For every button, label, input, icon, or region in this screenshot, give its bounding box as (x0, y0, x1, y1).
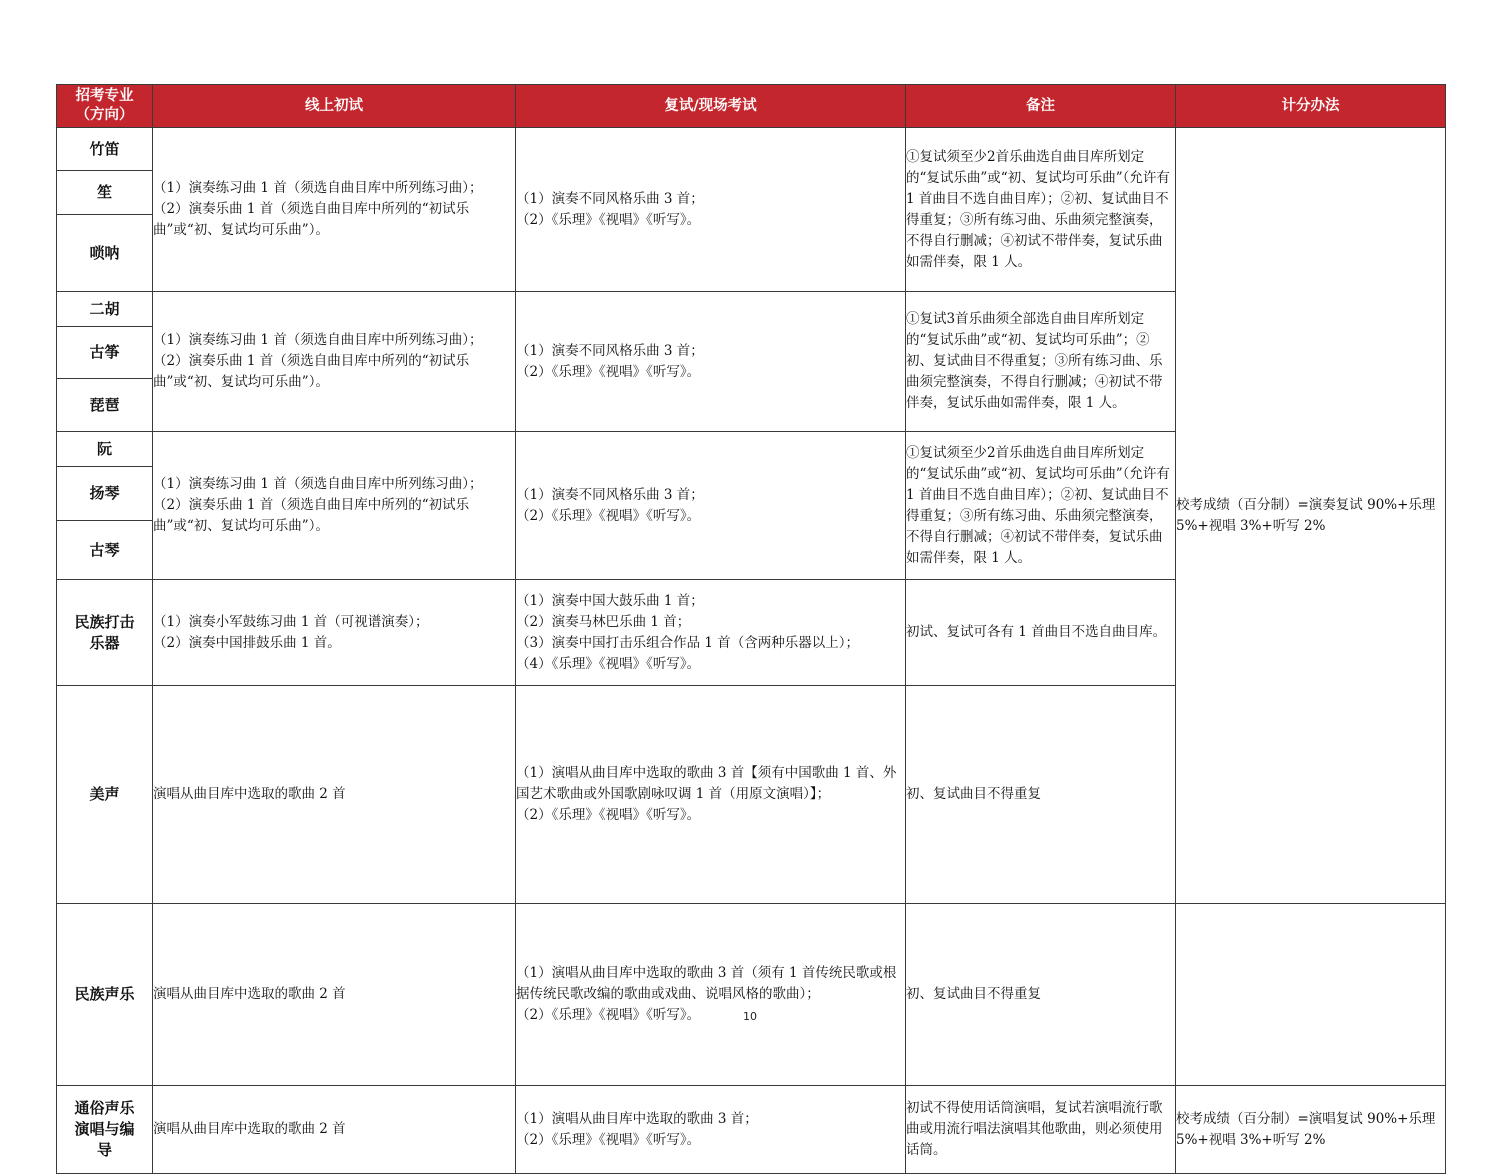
pop-scoring-cell: 校考成绩（百分制）=演唱复试 90%+乐理 5%+视唱 3%+听写 2% (1176, 1086, 1446, 1174)
major-sheng: 笙 (57, 171, 153, 215)
notes-cell: ①复试须至少2首乐曲选自曲目库所划定的“复试乐曲”或“初、复试均可乐曲”（允许有 1 首曲目不选自曲目库）；②初、复试曲目不得重复；③所有练习曲、乐曲须完整演奏，不得自行删减；④初试不带伴奏，复试乐曲如需伴奏，限 1 人。 (906, 128, 1176, 292)
retest-cell: （1）演唱从曲目库中选取的歌曲 3 首； （2）《乐理》《视唱》《听写》。 (516, 1086, 906, 1174)
notes-cell: 初试、复试可各有 1 首曲目不选自曲目库。 (906, 580, 1176, 686)
online-cell: （1）演奏练习曲 1 首（须选自曲目库中所列练习曲）； （2）演奏乐曲 1 首（须选自曲目库中所列的“初试乐曲”或“初、复试均可乐曲”）。 (153, 292, 516, 432)
major-erhu: 二胡 (57, 292, 153, 327)
retest-cell: （1）演唱从曲目库中选取的歌曲 3 首（须有 1 首传统民歌或根据传统民歌改编的歌曲或戏曲、说唱风格的歌曲）； （2）《乐理》《视唱》《听写》。 (516, 904, 906, 1086)
retest-cell: （1）演奏中国大鼓乐曲 1 首； （2）演奏马林巴乐曲 1 首； （3）演奏中国打击乐组合作品 1 首（含两种乐器以上）； （4）《乐理》《视唱》《听写》。 (516, 580, 906, 686)
major-pop-vocal: 通俗声乐 演唱与编 导 (57, 1086, 153, 1174)
online-cell: （1）演奏练习曲 1 首（须选自曲目库中所列练习曲）； （2）演奏乐曲 1 首（须选自曲目库中所列的“初试乐曲”或“初、复试均可乐曲”）。 (153, 432, 516, 580)
instrumental-scoring-cell: 校考成绩（百分制）=演奏复试 90%+乐理 5%+视唱 3%+听写 2% (1176, 128, 1446, 904)
retest-cell: （1）演奏不同风格乐曲 3 首； （2）《乐理》《视唱》《听写》。 (516, 128, 906, 292)
online-cell: 演唱从曲目库中选取的歌曲 2 首 (153, 904, 516, 1086)
major-pipa: 琵琶 (57, 379, 153, 432)
major-folk-vocal: 民族声乐 (57, 904, 153, 1086)
header-notes: 备注 (906, 85, 1176, 128)
notes-cell: ①复试3首乐曲须全部选自曲目库所划定的“复试乐曲”或“初、复试均可乐曲”；②初、复试曲目不得重复；③所有练习曲、乐曲须完整演奏，不得自行删减；④初试不带伴奏，复试乐曲如需伴奏，限 1 人。 (906, 292, 1176, 432)
major-guzheng: 古筝 (57, 327, 153, 379)
header-retest: 复试/现场考试 (516, 85, 906, 128)
table-row (57, 128, 1446, 171)
notes-cell: ①复试须至少2首乐曲选自曲目库所划定的“复试乐曲”或“初、复试均可乐曲”（允许有 1 首曲目不选自曲目库）；②初、复试曲目不得重复；③所有练习曲、乐曲须完整演奏，不得自行删减；④初试不带伴奏，复试乐曲如需伴奏，限 1 人。 (906, 432, 1176, 580)
online-cell: （1）演奏小军鼓练习曲 1 首（可视谱演奏）； （2）演奏中国排鼓乐曲 1 首。 (153, 580, 516, 686)
major-suona: 唢呐 (57, 215, 153, 292)
major-ruan: 阮 (57, 432, 153, 467)
major-yangqin: 扬琴 (57, 467, 153, 521)
online-cell: （1）演奏练习曲 1 首（须选自曲目库中所列练习曲）； （2）演奏乐曲 1 首（须选自曲目库中所列的“初试乐曲”或“初、复试均可乐曲”）。 (153, 128, 516, 292)
retest-cell: （1）演奏不同风格乐曲 3 首； （2）《乐理》《视唱》《听写》。 (516, 432, 906, 580)
header-online-preliminary: 线上初试 (153, 85, 516, 128)
notes-cell: 初、复试曲目不得重复 (906, 686, 1176, 904)
table-row (57, 1086, 1446, 1174)
table-row (57, 904, 1446, 1086)
notes-cell: 初试不得使用话筒演唱，复试若演唱流行歌曲或用流行唱法演唱其他歌曲，则必须使用话筒。 (906, 1086, 1176, 1174)
major-guqin: 古琴 (57, 521, 153, 580)
online-cell: 演唱从曲目库中选取的歌曲 2 首 (153, 686, 516, 904)
retest-cell: （1）演唱从曲目库中选取的歌曲 3 首【须有中国歌曲 1 首、外国艺术歌曲或外国歌剧咏叹调 1 首（用原文演唱）】； （2）《乐理》《视唱》《听写》。 (516, 686, 906, 904)
major-bel-canto: 美声 (57, 686, 153, 904)
header-major: 招考专业 （方向） (57, 85, 153, 128)
page-number: 10 (743, 1010, 757, 1023)
retest-cell: （1）演奏不同风格乐曲 3 首； （2）《乐理》《视唱》《听写》。 (516, 292, 906, 432)
online-cell: 演唱从曲目库中选取的歌曲 2 首 (153, 1086, 516, 1174)
major-dizi: 竹笛 (57, 128, 153, 171)
major-percussion: 民族打击 乐器 (57, 580, 153, 686)
header-scoring: 计分办法 (1176, 85, 1446, 128)
notes-cell: 初、复试曲目不得重复 (906, 904, 1176, 1086)
table-header-row (57, 85, 1446, 128)
